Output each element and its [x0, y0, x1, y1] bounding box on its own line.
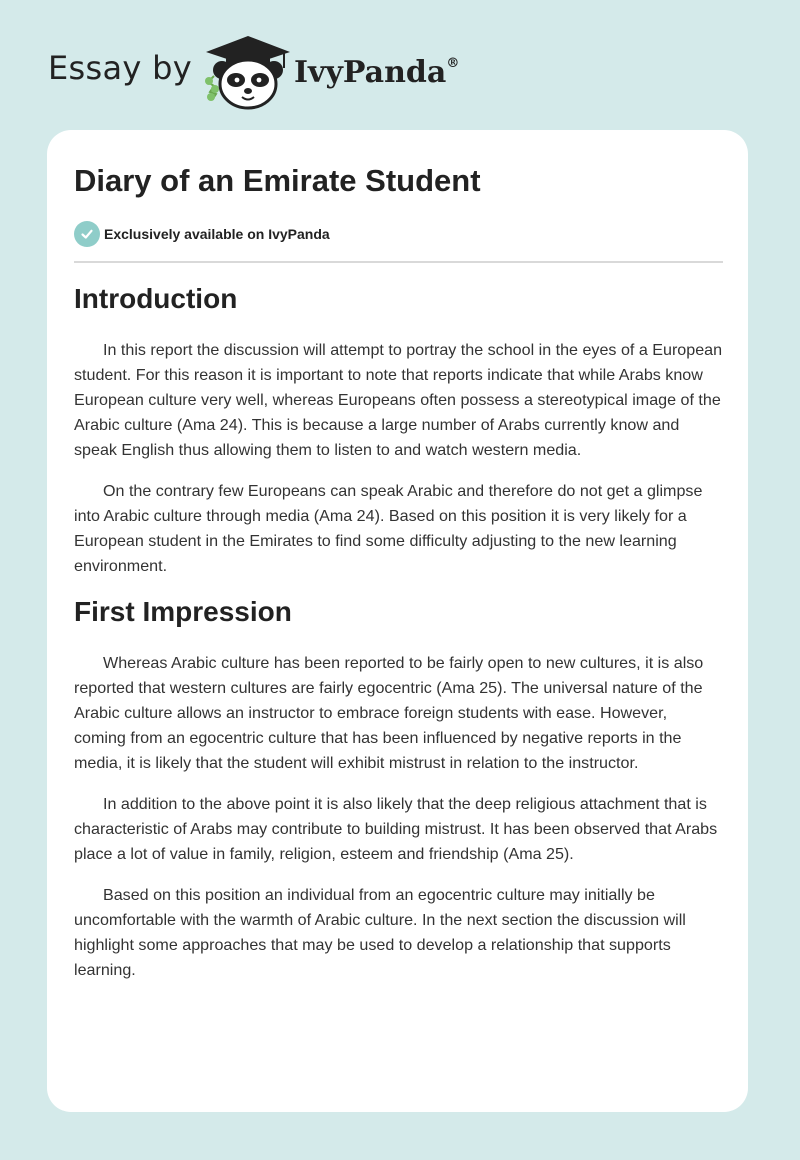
paragraph: In this report the discussion will attempt to portray the school in the eyes of a European student. For this reason it is important to note that reports indicate that while Arabs know European culture very well, whereas Europeans often possess a stereotypical image of the Arabic culture (Ama 24). This is because a large number of Arabs currently know and speak English thus allowing them to listen to and watch western media. — [74, 341, 723, 459]
paragraph: On the contrary few Europeans can speak Arabic and therefore do not get a glimpse into Arabic culture through media (Ama 24). Based on this position it is very likely for a European student in the Emirates to find some difficulty adjusting to the new learning environment. — [74, 482, 703, 575]
section-heading: First Impression — [74, 596, 292, 627]
panda-graduate-icon[interactable] — [200, 34, 296, 110]
paragraph: Whereas Arabic culture has been reported to be fairly open to new cultures, it is also reported that western cultures are fairly egocentric (Ama 25). The universal nature of the Arabic culture allows an instructor to embrace foreign students with ease. However, coming from an egocentric culture that has been influenced by negative reports in the media, it is likely that the student will exhibit mistrust in relation to the instructor. — [74, 654, 704, 772]
registered-mark: ® — [446, 56, 460, 71]
section-heading: Introduction — [74, 283, 238, 314]
brand-name[interactable]: IvyPanda® — [294, 55, 460, 90]
check-circle-icon — [74, 221, 100, 247]
essay-body — [74, 282, 723, 999]
title-divider — [74, 261, 723, 263]
site-header — [0, 0, 800, 130]
page-title: Diary of an Emirate Student — [74, 163, 481, 198]
exclusive-badge — [74, 221, 330, 247]
paragraph: Based on this position an individual from an egocentric culture may initially be uncomfortable with the warmth of Arabic culture. In the next section the discussion will highlight some approaches that may be used to develop a relationship that supports learning. — [74, 886, 686, 979]
essay-card — [47, 130, 748, 1112]
exclusive-badge-label: Exclusively available on IvyPanda — [104, 226, 330, 242]
paragraph: In addition to the above point it is also likely that the deep religious attachment that is characteristic of Arabs may contribute to building mistrust. It has been observed that Arabs place a lot of value in family, religion, esteem and friendship (Ama 25). — [74, 795, 718, 863]
essay-by-label: Essay by — [48, 49, 192, 87]
